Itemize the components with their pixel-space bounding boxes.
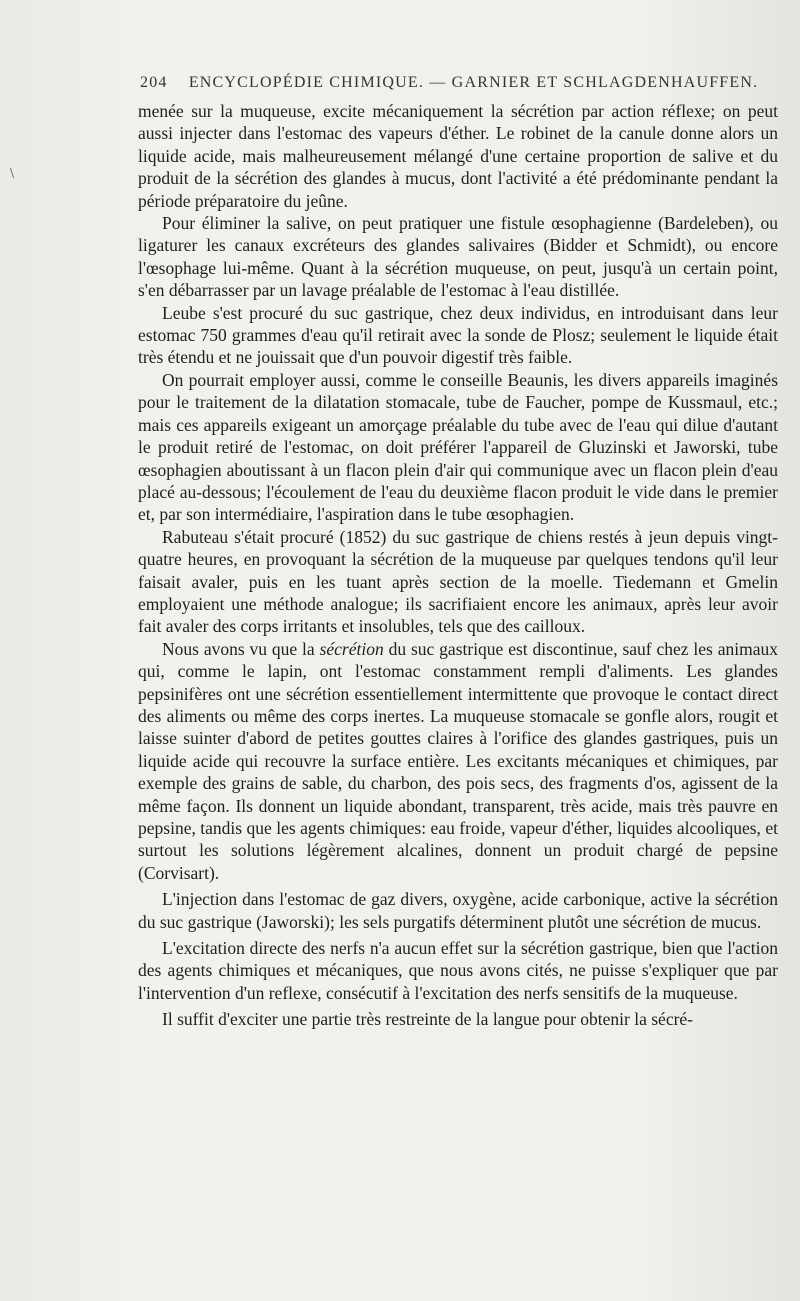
paragraph: L'excitation directe des nerfs n'a aucun effet sur la sécrétion gastrique, bien que l'action des agents chimiques et mécaniques, que nous avons cités, ne puisse s'expliquer que par l'intervention d'un reflexe, consécutif à l'excitation des nerfs sensitifs de la muqueuse.	[138, 938, 778, 1003]
paragraph	[138, 638, 778, 884]
paragraph: Rabuteau s'était procuré (1852) du suc gastrique de chiens restés à jeun depuis vingt-quatre heures, en provoquant la sécrétion de la muqueuse par quelques tendons qu'il leur faisait avaler, puis en les tuant après section de la moelle. Tiedemann et Gmelin employaient une méthode analogue; ils sacrifiaient encore les animaux, après leur avoir fait avaler des corps irritants et insolubles, tels que des cailloux.	[138, 526, 778, 637]
paragraph: menée sur la muqueuse, excite mécaniquement la sécrétion par action réflexe; on peut aussi injecter dans l'estomac des vapeurs d'éther. Le robinet de la canule donne alors un liquide acide, mais malheureusement mélangé d'une certaine proportion de salive et du produit de la sécrétion des glandes à mucus, dont l'activité a été prédominante pendant la période préparatoire du jeûne.	[138, 101, 778, 211]
paragraph-text: du suc gastrique est discontinue, sauf chez les animaux qui, comme le lapin, ont l'estomac constamment rempli d'aliments. Les glandes pepsinifères ont une sécrétion essentiellement intermittente que provoque le contact direct des aliments ou même des corps inertes. La muqueuse stomacale se gonfle alors, rougit et laisse suinter d'abord de petites gouttes claires à l'orifice des glandes gastriques, puis un liquide acide qui recouvre la surface entière. Les excitants mécaniques et chimiques, par exemple des grains de sable, du charbon, des pois secs, des fragments d'os, agissent de la même façon. Ils donnent un liquide abondant, transparent, très acide, mais très pauvre en pepsine, tandis que les agents chimiques: eau froide, vapeur d'éther, liquides alcooliques, et surtout les solutions légèrement alcalines, donnent un produit chargé de pepsine (Corvisart).	[138, 638, 778, 883]
running-header	[140, 74, 780, 92]
italic-term: sécrétion	[319, 638, 384, 659]
paragraph-text: Nous avons vu que la	[162, 638, 320, 659]
page-number: 204	[140, 74, 168, 91]
paragraph: L'injection dans l'estomac de gaz divers, oxygène, acide carbonique, active la sécrétion du suc gastrique (Jaworski); les sels purgatifs déterminent plutôt une sécrétion de mucus.	[138, 889, 778, 932]
paragraph: Leube s'est procuré du suc gastrique, chez deux individus, en introduisant dans leur estomac 750 grammes d'eau qu'il retirait avec la sonde de Plosz; seulement le liquide était très étendu et ne jouissait que d'un pouvoir digestif très faible.	[138, 302, 778, 368]
margin-mark: \	[10, 166, 15, 180]
paragraph: Pour éliminer la salive, on peut pratiquer une fistule œsophagienne (Bardeleben), ou ligaturer les canaux excréteurs des glandes salivaires (Bidder et Schmidt), ou encore l'œsophage lui-même. Quant à la sécrétion muqueuse, on peut, jusqu'à un certain point, s'en débarrasser par un lavage préalable de l'estomac à l'eau distillée.	[138, 213, 778, 301]
text-body	[138, 100, 778, 1031]
paragraph: On pourrait employer aussi, comme le conseille Beaunis, les divers appareils imaginés pour le traitement de la dilatation stomacale, tube de Faucher, pompe de Kussmaul, etc.; mais ces appareils exigeant un amorçage préalable du tube avec de l'eau qui dilue d'autant le produit retiré de l'estomac, on doit préférer l'appareil de Gluzinski et Jaworski, tube œsophagien aboutissant à un flacon plein d'air qui communique avec un flacon plein d'eau placé au-dessous; l'écoulement de l'eau du deuxième flacon produit le vide dans le premier et, par son intermédiaire, l'aspiration dans le tube œsophagien.	[138, 369, 778, 525]
running-title: ENCYCLOPÉDIE CHIMIQUE. — GARNIER ET SCHLAGDENHAUFFEN.	[188, 74, 759, 91]
paragraph: Il suffit d'exciter une partie très restreinte de la langue pour obtenir la sécré-	[162, 1009, 694, 1030]
